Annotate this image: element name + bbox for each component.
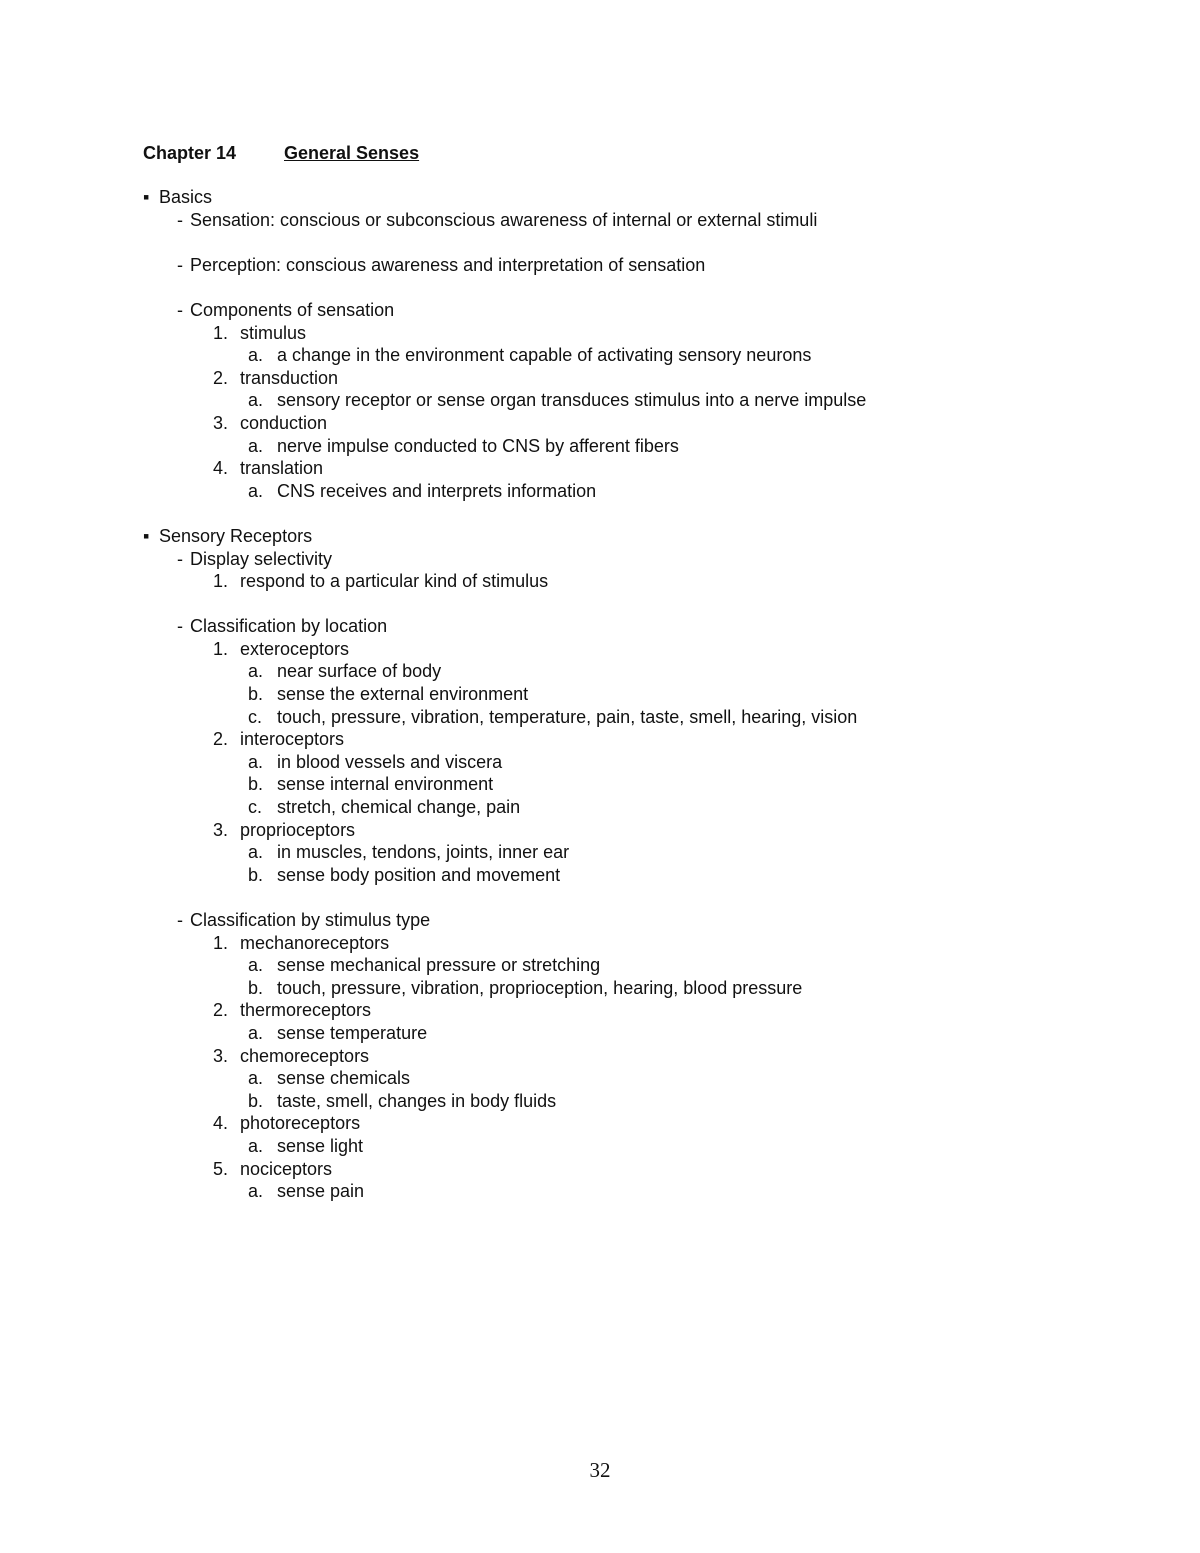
topic-item [143, 209, 866, 232]
numbered-item [143, 638, 866, 661]
list-marker: a. [248, 661, 264, 682]
item-text: in muscles, tendons, joints, inner ear [277, 842, 570, 863]
item-text: Display selectivity [190, 548, 333, 569]
list-marker: 3. [213, 819, 229, 840]
chapter-title: General Senses [284, 143, 420, 163]
lettered-item [143, 796, 866, 819]
numbered-item [143, 322, 866, 345]
list-marker: a. [248, 1135, 264, 1156]
lettered-item [143, 1067, 866, 1090]
blank-line [143, 276, 866, 299]
list-marker: 1. [213, 638, 229, 659]
item-text: thermoreceptors [240, 1000, 372, 1021]
topic-item [143, 299, 866, 322]
list-marker: 1. [213, 571, 229, 592]
list-marker: b. [248, 1090, 264, 1111]
lettered-item [143, 660, 866, 683]
item-text: conduction [240, 412, 328, 433]
item-text: translation [240, 458, 324, 479]
list-marker: b. [248, 977, 264, 998]
item-text: in blood vessels and viscera [277, 751, 503, 772]
lettered-item [143, 1135, 866, 1158]
bullet-marker: ▪ [143, 525, 150, 546]
blank-line [143, 593, 866, 616]
item-text: nerve impulse conducted to CNS by afferent fibers [277, 435, 679, 456]
item-text: a change in the environment capable of activating sensory neurons [277, 345, 812, 366]
list-marker: 4. [213, 1113, 229, 1134]
lettered-item [143, 773, 866, 796]
numbered-item [143, 457, 866, 480]
list-marker: a. [248, 480, 264, 501]
blank-line [143, 231, 866, 254]
list-marker: b. [248, 774, 264, 795]
item-text: near surface of body [277, 661, 442, 682]
section-heading [143, 186, 866, 209]
lettered-item [143, 954, 866, 977]
item-text: taste, smell, changes in body fluids [277, 1090, 557, 1111]
list-marker: b. [248, 864, 264, 885]
item-text: touch, pressure, vibration, proprioception, hearing, blood pressure [277, 977, 803, 998]
list-marker: 2. [213, 1000, 229, 1021]
item-text: sense mechanical pressure or stretching [277, 955, 601, 976]
lettered-item [143, 864, 866, 887]
numbered-item [143, 412, 866, 435]
chapter-label: Chapter 14 [143, 143, 237, 163]
topic-item [143, 615, 866, 638]
numbered-item [143, 999, 866, 1022]
chapter-heading [143, 141, 420, 165]
item-text: Perception: conscious awareness and interpretation of sensation [190, 254, 706, 275]
item-text: exteroceptors [240, 638, 350, 659]
list-marker: 2. [213, 367, 229, 388]
list-marker: 1. [213, 932, 229, 953]
list-marker: a. [248, 1068, 264, 1089]
item-text: touch, pressure, vibration, temperature, pain, taste, smell, hearing, vision [277, 706, 858, 727]
item-text: chemoreceptors [240, 1045, 370, 1066]
lettered-item [143, 751, 866, 774]
list-marker: 3. [213, 412, 229, 433]
topic-item [143, 548, 866, 571]
numbered-item [143, 1112, 866, 1135]
item-text: sense internal environment [277, 774, 494, 795]
list-marker: - [177, 209, 183, 230]
list-marker: c. [248, 797, 263, 818]
list-marker: - [177, 299, 183, 320]
item-text: mechanoreceptors [240, 932, 390, 953]
list-marker: a. [248, 955, 264, 976]
lettered-item [143, 977, 866, 1000]
numbered-item [143, 728, 866, 751]
lettered-item [143, 1180, 866, 1203]
blank-line [143, 886, 866, 909]
item-text: Sensory Receptors [159, 525, 313, 546]
outline-body [143, 186, 866, 1203]
list-marker: - [177, 548, 183, 569]
list-marker: a. [248, 345, 264, 366]
lettered-item [143, 706, 866, 729]
item-text: Basics [159, 187, 213, 207]
topic-item [143, 254, 866, 277]
numbered-item [143, 570, 866, 593]
list-marker: a. [248, 751, 264, 772]
page-number: 32 [589, 1458, 611, 1482]
lettered-item [143, 1090, 866, 1113]
item-text: sense the external environment [277, 684, 529, 705]
list-marker: a. [248, 1022, 264, 1043]
item-text: sense body position and movement [277, 864, 561, 885]
item-text: transduction [240, 367, 339, 388]
item-text: respond to a particular kind of stimulus [240, 571, 549, 592]
item-text: sense chemicals [277, 1068, 411, 1089]
item-text: sense pain [277, 1181, 365, 1202]
lettered-item [143, 1022, 866, 1045]
lettered-item [143, 841, 866, 864]
section-heading [143, 525, 866, 548]
lettered-item [143, 344, 866, 367]
item-text: Sensation: conscious or subconscious awareness of internal or external stimuli [190, 209, 818, 230]
list-marker: - [177, 254, 183, 275]
list-marker: 4. [213, 458, 229, 479]
lettered-item [143, 435, 866, 458]
bullet-marker: ▪ [143, 187, 150, 207]
item-text: Classification by stimulus type [190, 910, 431, 930]
numbered-item [143, 932, 866, 955]
item-text: proprioceptors [240, 819, 356, 840]
list-marker: a. [248, 390, 264, 411]
list-marker: a. [248, 435, 264, 456]
list-marker: - [177, 910, 183, 930]
item-text: stimulus [240, 322, 307, 343]
item-text: sense temperature [277, 1022, 428, 1043]
list-marker: c. [248, 706, 263, 727]
item-text: Components of sensation [190, 299, 395, 320]
lettered-item [143, 480, 866, 503]
item-text: CNS receives and interprets information [277, 480, 597, 501]
list-marker: 1. [213, 322, 229, 343]
list-marker: - [177, 616, 183, 637]
item-text: photoreceptors [240, 1113, 361, 1134]
numbered-item [143, 819, 866, 842]
item-text: interoceptors [240, 729, 345, 750]
list-marker: 3. [213, 1045, 229, 1066]
list-marker: a. [248, 842, 264, 863]
item-text: Classification by location [190, 616, 388, 637]
item-text: sensory receptor or sense organ transduces stimulus into a nerve impulse [277, 390, 867, 411]
list-marker: a. [248, 1181, 264, 1202]
topic-item [143, 909, 866, 932]
lettered-item [143, 389, 866, 412]
numbered-item [143, 1158, 866, 1181]
item-text: stretch, chemical change, pain [277, 797, 521, 818]
list-marker: 2. [213, 729, 229, 750]
list-marker: b. [248, 684, 264, 705]
numbered-item [143, 1045, 866, 1068]
item-text: nociceptors [240, 1158, 333, 1179]
item-text: sense light [277, 1135, 364, 1156]
list-marker: 5. [213, 1158, 229, 1179]
numbered-item [143, 367, 866, 390]
blank-line [143, 502, 866, 525]
lettered-item [143, 683, 866, 706]
